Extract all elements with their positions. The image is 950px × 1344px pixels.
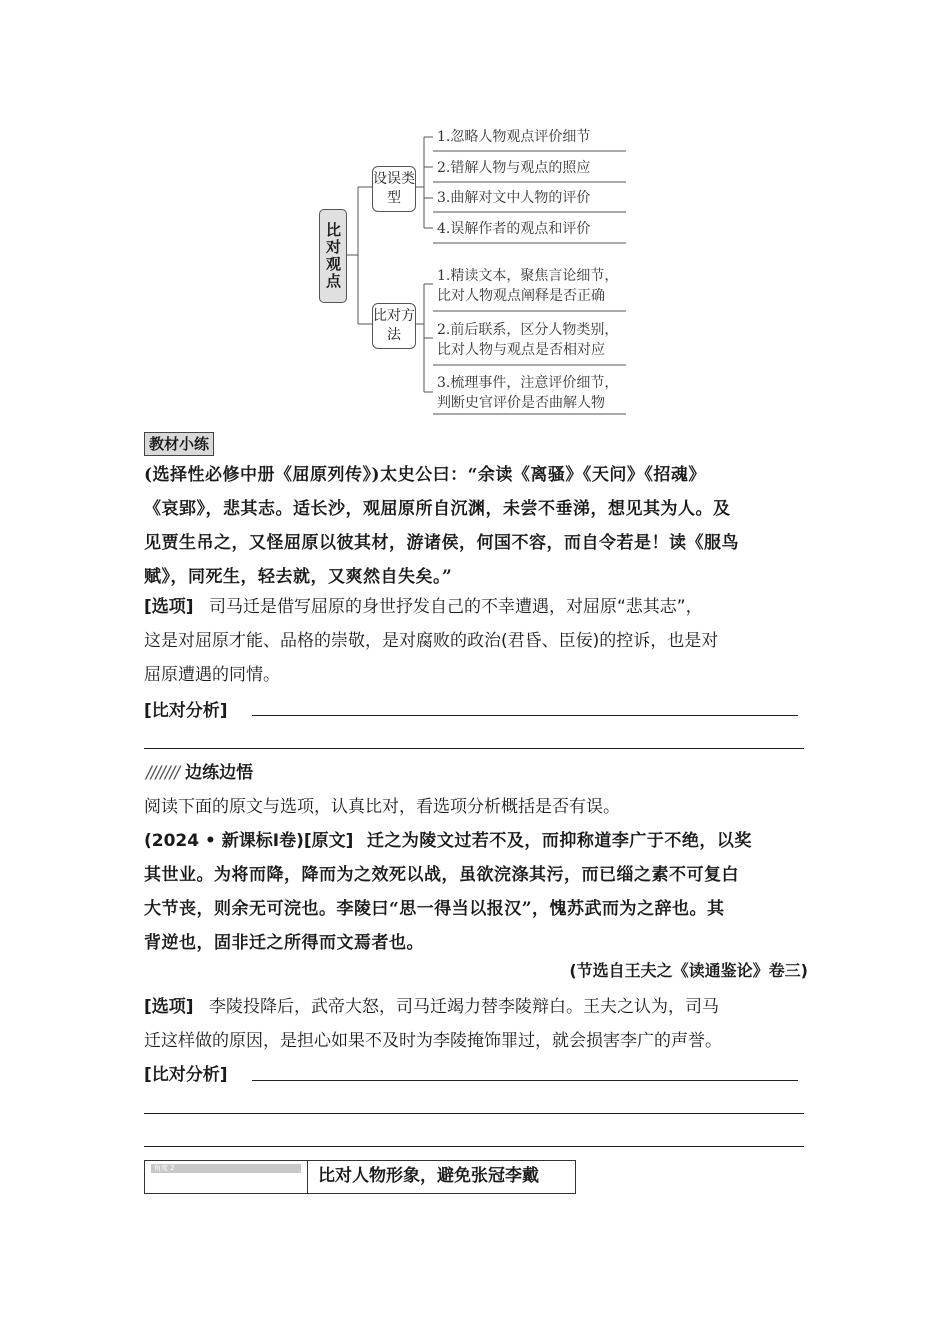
answer-blank[interactable] xyxy=(144,1113,804,1114)
original-line: 赋》，同死生，轻去就，又爽然自失矣。” xyxy=(144,567,453,587)
textbook-original xyxy=(144,458,808,594)
answer-blank[interactable] xyxy=(144,748,804,749)
mindmap-root-label: 比对观点 xyxy=(324,222,342,290)
analysis-label: [比对分析] xyxy=(144,1065,228,1085)
original-line: 迁之为陵文过若不及，而抑称道李广于不绝，以奖 xyxy=(366,831,752,851)
answer-blank[interactable] xyxy=(144,1146,804,1147)
option-line: 李陵投降后，武帝大怒，司马迁竭力替李陵辩白。王夫之认为，司马 xyxy=(208,997,719,1017)
leaf-line: 1.精读文本，聚焦言论细节， xyxy=(437,268,619,284)
heading-text: 边练边悟 xyxy=(185,763,254,783)
heading-marks: /////// xyxy=(146,763,180,783)
leaf-line: 2.前后联系，区分人物类别， xyxy=(437,322,619,338)
answer-blank[interactable] xyxy=(252,1080,798,1081)
practice-analysis xyxy=(144,1058,808,1092)
option-line: 司马迁是借写屈原的身世抒发自己的不幸遭遇，对屈原“悲其志”， xyxy=(208,597,703,617)
leaf-line: 比对人物观点阐释是否正确 xyxy=(437,288,605,304)
option-line: 屈原遭遇的同情。 xyxy=(144,665,280,685)
leaf-line: 比对人物与观点是否相对应 xyxy=(437,342,605,358)
angle-section-header xyxy=(144,1160,576,1194)
leaf-line: 3.梳理事件，注意评价细节， xyxy=(437,375,619,391)
leaf-item xyxy=(437,320,618,360)
option-label: [选项] xyxy=(144,597,194,617)
exam-label: (2024 • 新课标Ⅰ卷)[原文] xyxy=(144,831,354,851)
leaf-item: 1.忽略人物观点评价细节 xyxy=(437,129,591,145)
original-line: 太史公曰：“余读《离骚》《天问》《招魂》 xyxy=(380,465,706,485)
textbook-option xyxy=(144,590,808,692)
practice-heading xyxy=(146,760,253,786)
practice-instruction: 阅读下面的原文与选项，认真比对，看选项分析概括是否有误。 xyxy=(144,797,620,817)
analysis-label: [比对分析] xyxy=(144,701,228,721)
leaf-item: 2.错解人物与观点的照应 xyxy=(437,160,591,176)
mindmap-root xyxy=(319,209,347,303)
leaf-item: 3.曲解对文中人物的评价 xyxy=(437,190,591,206)
textbook-analysis xyxy=(144,694,808,728)
original-line: 其世业。为将而降，降而为之效死以战，虽欲浣涤其污，而已缁之素不可复白 xyxy=(144,865,739,885)
mindmap-branch-error-types xyxy=(372,166,416,212)
practice-source: (节选自王夫之《读通鉴论》卷三) xyxy=(569,961,808,980)
leaf-item: 4.误解作者的观点和评价 xyxy=(437,221,591,237)
source-label: (选择性必修中册《屈原列传》) xyxy=(144,465,381,485)
original-line: 大节丧，则余无可浣也。李陵曰“思一得当以报汉”，愧苏武而为之辞也。其 xyxy=(144,899,725,919)
leaf-line: 判断史官评价是否曲解人物 xyxy=(437,395,605,411)
option-line: 这是对屈原才能、品格的崇敬，是对腐败的政治(君昏、臣佞)的控诉，也是对 xyxy=(144,631,719,651)
original-line: 《哀郢》，悲其志。适长沙，观屈原所自沉渊，未尝不垂涕，想见其为人。及 xyxy=(144,499,731,519)
branch-label: 设误类型 xyxy=(373,171,415,206)
original-line: 见贾生吊之，又怪屈原以彼其材，游诸侯，何国不容，而自令若是！读《服鸟 xyxy=(144,533,739,553)
practice-option xyxy=(144,990,808,1058)
mindmap-branch-methods xyxy=(372,303,416,349)
angle-title: 比对人物形象，避免张冠李戴 xyxy=(318,1166,539,1186)
answer-blank[interactable] xyxy=(252,715,798,716)
textbook-practice-tag: 教材小练 xyxy=(144,432,214,456)
branch-label: 比对方法 xyxy=(373,308,415,343)
original-line: 背逆也，固非迁之所得而文焉者也。 xyxy=(144,933,424,953)
leaf-item xyxy=(437,266,618,306)
option-label: [选项] xyxy=(144,997,194,1017)
option-line: 迁这样做的原因，是担心如果不及时为李陵掩饰罪过，就会损害李广的声誉。 xyxy=(144,1031,722,1051)
leaf-item xyxy=(437,373,618,413)
angle-tab: 角度 2 xyxy=(151,1164,301,1173)
practice-original xyxy=(144,824,808,960)
